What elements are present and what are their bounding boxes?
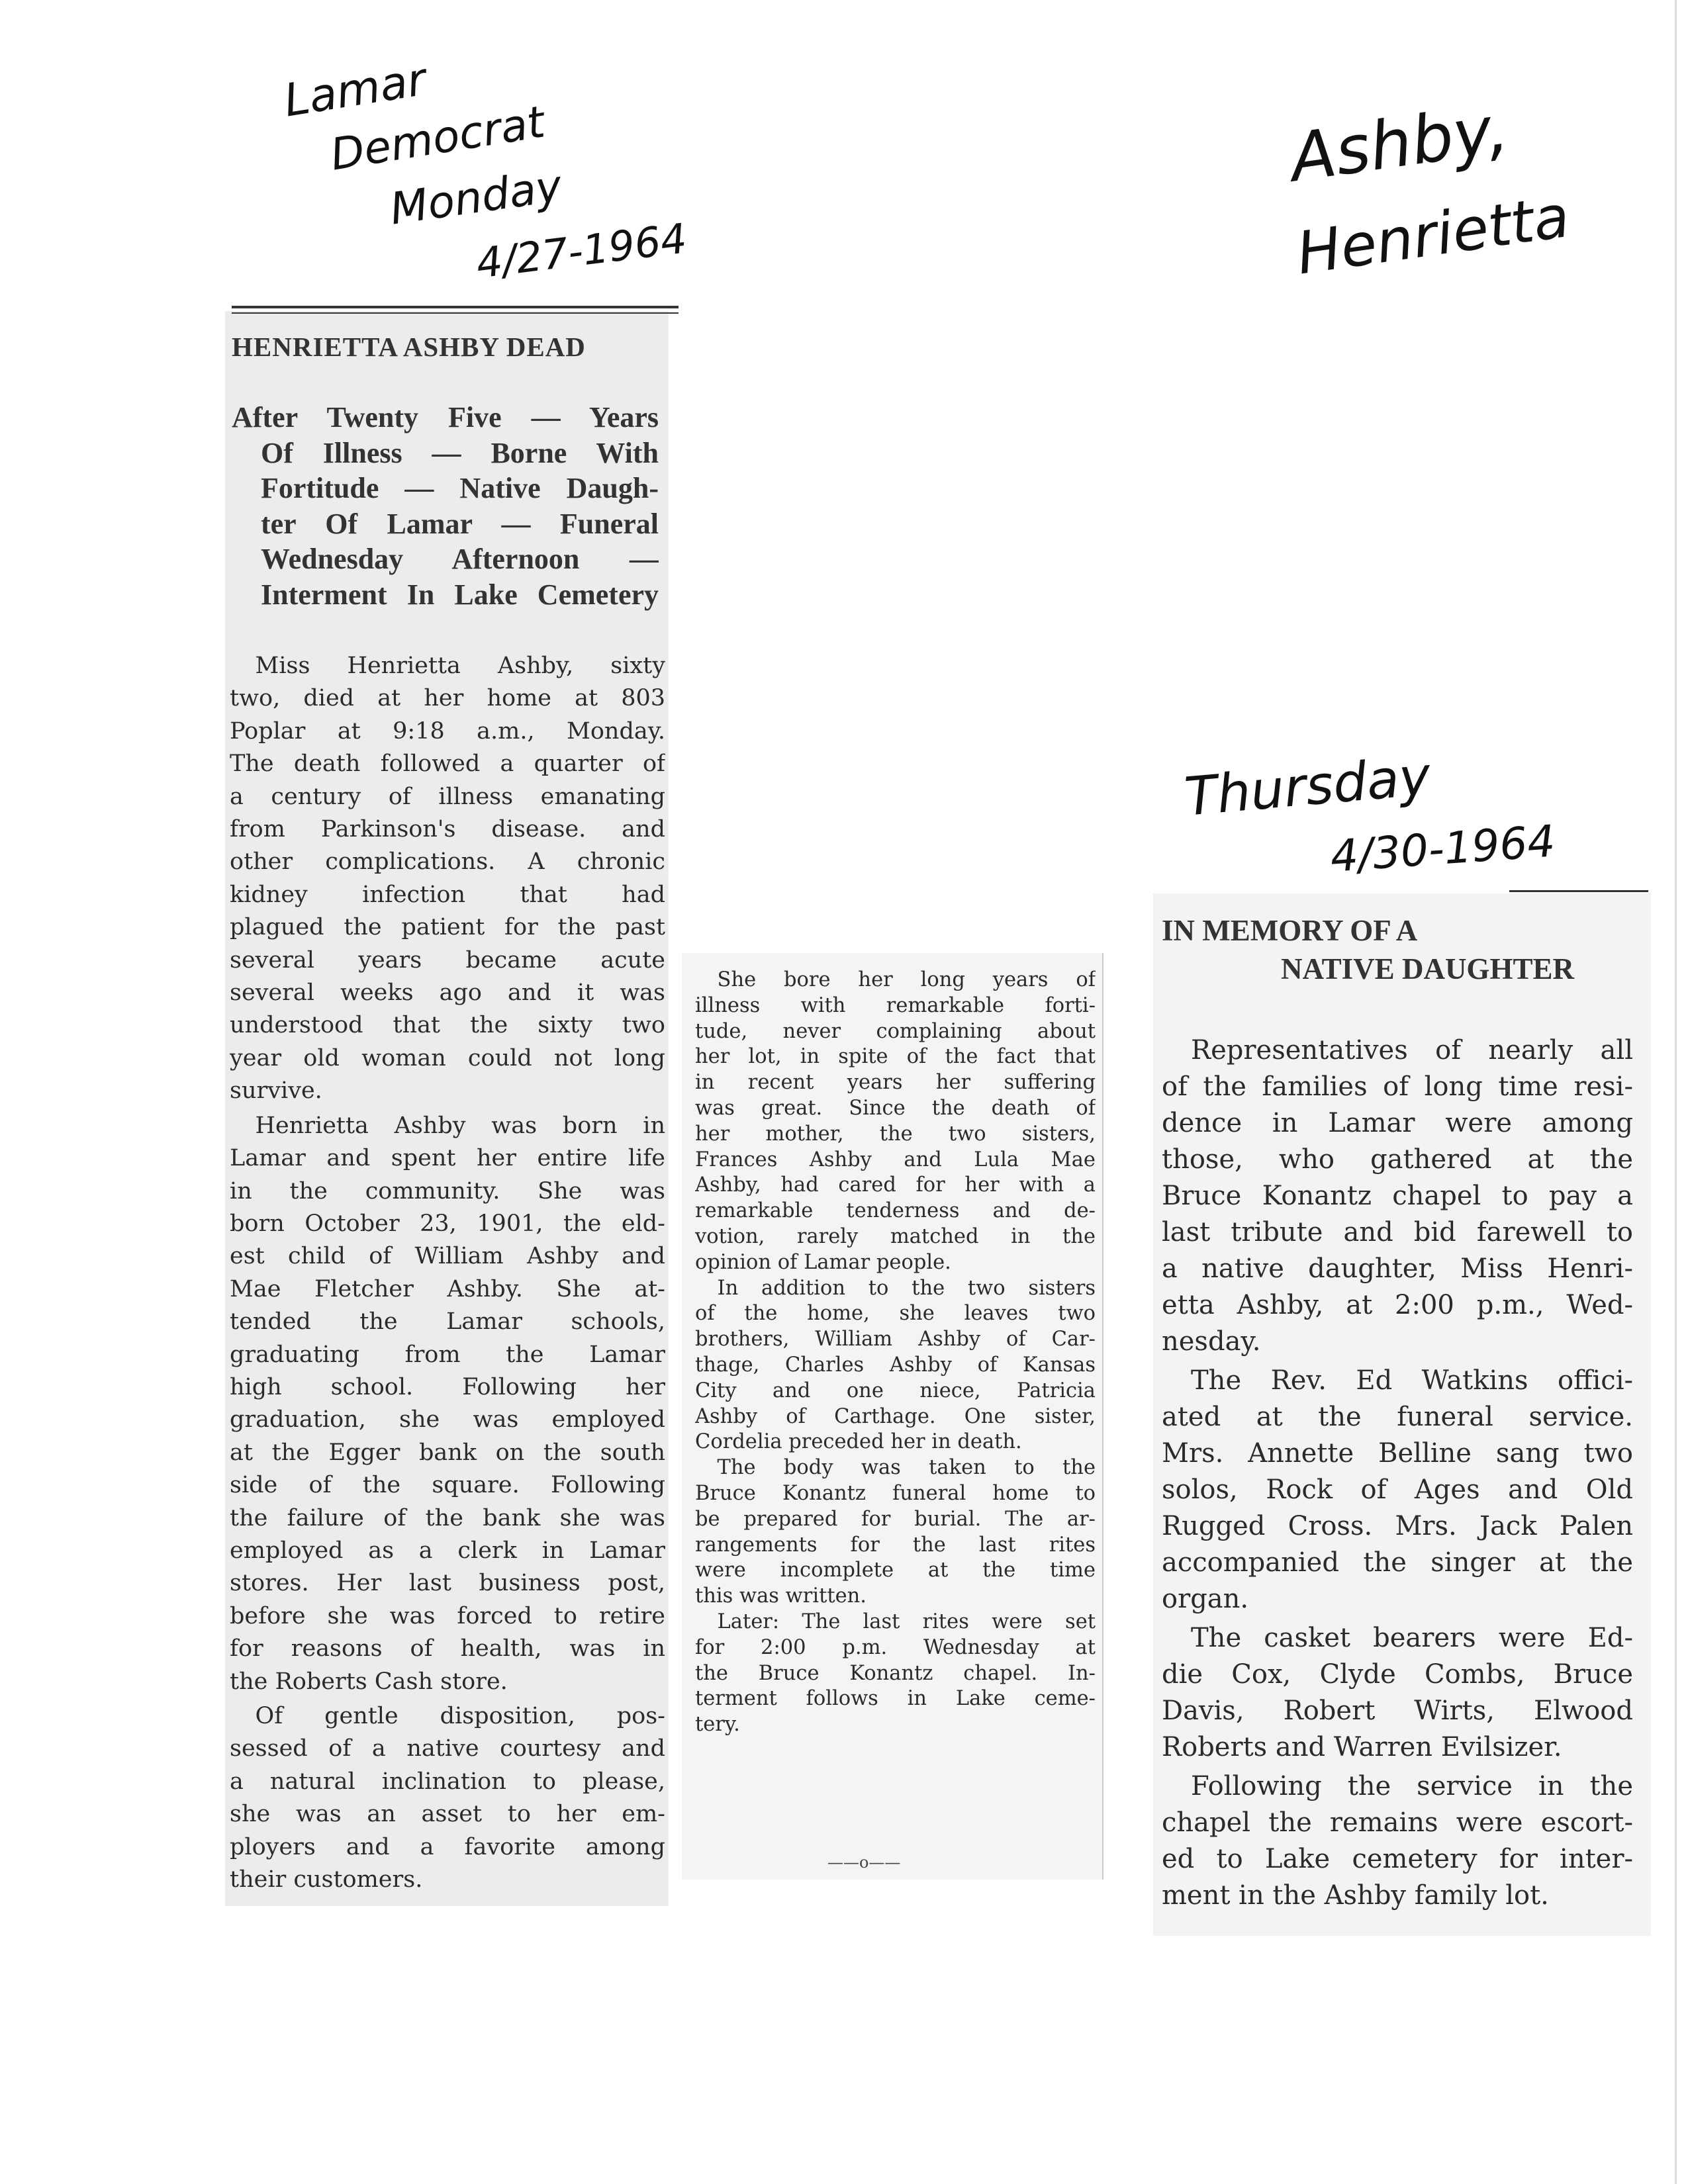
text-line: in the community. She was — [230, 1177, 665, 1205]
text-line: thage, Charles Ashby of Kansas — [695, 1353, 1096, 1377]
subheadline-line: ter Of Lamar — Funeral — [261, 507, 659, 540]
text-line: the Roberts Cash store. — [230, 1668, 508, 1695]
text-line: of the home, she leaves two — [695, 1302, 1096, 1326]
text-line: a native daughter, Miss Henri- — [1162, 1253, 1633, 1284]
text-line: est child of William Ashby and — [230, 1243, 665, 1270]
text-line: before she was forced to retire — [230, 1602, 665, 1629]
paragraph — [230, 1700, 665, 1896]
text-line: for 2:00 p.m. Wednesday at — [695, 1635, 1096, 1659]
headline: HENRIETTA ASHBY DEAD — [232, 332, 586, 362]
text-line: opinion of Lamar people. — [695, 1250, 951, 1274]
text-line: their customers. — [230, 1866, 423, 1893]
handwriting-line: Democrat — [326, 96, 548, 181]
text-line: several weeks ago and it was — [230, 979, 665, 1007]
text-line: chapel the remains were escort- — [1162, 1807, 1633, 1838]
text-line: Mrs. Annette Belline sang two — [1162, 1438, 1633, 1469]
text-line: terment follows in Lake ceme- — [695, 1687, 1096, 1711]
text-line: rangements for the last rites — [695, 1533, 1096, 1557]
text-line: stores. Her last business post, — [230, 1570, 665, 1597]
text-line: born October 23, 1901, the eld- — [230, 1210, 665, 1237]
paragraph — [695, 968, 1096, 1276]
paragraph — [230, 1110, 665, 1698]
text-line: Ashby, had cared for her with a — [695, 1173, 1096, 1197]
text-line: Bruce Konantz funeral home to — [695, 1481, 1096, 1505]
text-line: ed to Lake cemetery for inter- — [1162, 1844, 1633, 1874]
double-rule-bottom — [232, 312, 679, 314]
text-line: at the Egger bank on the south — [230, 1439, 665, 1466]
paragraph — [230, 650, 665, 1108]
page-right-edge — [1675, 0, 1677, 2184]
text-line: tery. — [695, 1713, 740, 1737]
paragraph — [695, 1455, 1096, 1610]
text-line: The death followed a quarter of — [230, 751, 665, 778]
headline-line: IN MEMORY OF A — [1162, 914, 1418, 947]
subheadline-line: Fortitude — Native Daugh- — [261, 472, 659, 504]
text-line: of the families of long time resi- — [1162, 1071, 1633, 1102]
text-line: graduation, she was employed — [230, 1406, 665, 1433]
text-line: Henrietta Ashby was born in — [255, 1112, 665, 1139]
text-line: nesday. — [1162, 1326, 1261, 1357]
text-line: sessed of a native courtesy and — [230, 1735, 665, 1762]
paragraph — [1162, 1620, 1633, 1766]
paragraph — [695, 1610, 1096, 1738]
rule-top — [1509, 890, 1648, 892]
article-body — [230, 650, 665, 1896]
text-line: The casket bearers were Ed- — [1191, 1623, 1633, 1653]
text-line: Of gentle disposition, pos- — [255, 1703, 665, 1729]
text-line: in recent years her suffering — [695, 1071, 1096, 1095]
subheadline-line: Interment In Lake Cemetery — [261, 578, 659, 611]
text-line: dence in Lamar were among — [1162, 1108, 1633, 1138]
text-line: Later: The last rites were set — [717, 1610, 1096, 1633]
text-line: Cordelia preceded her in death. — [695, 1430, 1022, 1454]
handwriting-line: Lamar — [280, 53, 430, 128]
text-line: solos, Rock of Ages and Old — [1162, 1475, 1633, 1505]
text-line: side of the square. Following — [230, 1472, 665, 1499]
text-line: ment in the Ashby family lot. — [1162, 1880, 1549, 1911]
text-line: last tribute and bid farewell to — [1162, 1217, 1633, 1248]
text-line: the failure of the bank she was — [230, 1504, 665, 1531]
text-line: The Rev. Ed Watkins offici- — [1191, 1365, 1633, 1396]
memorial-article-body — [1162, 1032, 1633, 1914]
text-line: graduating from the Lamar — [230, 1341, 665, 1368]
text-line: from Parkinson's disease. and — [230, 816, 665, 843]
subheadline-line: Wednesday Afternoon — — [261, 543, 659, 575]
text-line: this was written. — [695, 1584, 867, 1608]
text-line: accompanied the singer at the — [1162, 1547, 1633, 1578]
text-line: her mother, the two sisters, — [695, 1122, 1096, 1146]
double-rule-top — [232, 306, 679, 308]
text-line: survive. — [230, 1077, 322, 1105]
paragraph — [1162, 1363, 1633, 1617]
text-line: the Bruce Konantz chapel. In- — [695, 1661, 1096, 1685]
text-line: were incomplete at the time — [695, 1559, 1096, 1582]
text-line: kidney infection that had — [230, 881, 665, 908]
handwriting-line: 4/30-1964 — [1329, 815, 1557, 882]
text-line: Davis, Robert Wirts, Elwood — [1162, 1696, 1633, 1726]
text-line: City and one niece, Patricia — [695, 1379, 1096, 1402]
text-line: die Cox, Clyde Combs, Bruce — [1162, 1659, 1633, 1690]
handwriting-line: Monday — [387, 160, 565, 235]
text-line: Mae Fletcher Ashby. She at- — [230, 1275, 665, 1302]
article-continuation — [695, 968, 1096, 1738]
text-line: Representatives of nearly all — [1191, 1035, 1633, 1066]
paragraph — [1162, 1032, 1633, 1360]
handwriting-line: Ashby, — [1285, 89, 1513, 197]
paragraph — [695, 1276, 1096, 1456]
text-line: plagued the patient for the past — [230, 914, 665, 941]
text-line: those, who gathered at the — [1162, 1144, 1633, 1175]
text-line: Poplar at 9:18 a.m., Monday. — [230, 717, 665, 745]
text-line: She bore her long years of — [717, 968, 1096, 991]
subheadline-line: After Twenty Five — Years — [232, 401, 659, 433]
text-line: Miss Henrietta Ashby, sixty — [255, 653, 665, 679]
text-line: for reasons of health, was in — [230, 1635, 665, 1662]
text-line: ated at the funeral service. — [1162, 1402, 1633, 1432]
handwriting-line: Thursday — [1182, 745, 1433, 828]
text-line: a natural inclination to please, — [230, 1768, 665, 1795]
text-line: illness with remarkable forti- — [695, 993, 1096, 1017]
text-line: was great. Since the death of — [695, 1096, 1096, 1120]
subheadline-line: Of Illness — Borne With — [261, 436, 659, 469]
text-line: high school. Following her — [230, 1373, 665, 1400]
text-line: a century of illness emanating — [230, 783, 665, 810]
text-line: Roberts and Warren Evilsizer. — [1162, 1732, 1562, 1762]
headline-line: NATIVE DAUGHTER — [1281, 952, 1574, 985]
text-line: tude, never complaining about — [695, 1019, 1096, 1043]
text-line: organ. — [1162, 1584, 1249, 1614]
text-line: Ashby of Carthage. One sister, — [695, 1404, 1096, 1428]
text-line: brothers, William Ashby of Car- — [695, 1328, 1096, 1351]
text-line: tended the Lamar schools, — [230, 1308, 665, 1336]
text-line: Frances Ashby and Lula Mae — [695, 1148, 1096, 1171]
text-line: votion, rarely matched in the — [695, 1224, 1096, 1248]
text-line: remarkable tenderness and de- — [695, 1199, 1096, 1223]
text-line: she was an asset to her em- — [230, 1801, 665, 1828]
text-line: ployers and a favorite among — [230, 1833, 665, 1860]
text-line: In addition to the two sisters — [717, 1276, 1096, 1300]
text-line: several years became acute — [230, 946, 665, 974]
text-line: year old woman could not long — [230, 1044, 665, 1071]
handwriting-line: Henrietta — [1292, 181, 1573, 288]
end-mark: ——o—— — [827, 1853, 901, 1872]
text-line: The body was taken to the — [717, 1456, 1096, 1480]
text-line: Lamar and spent her entire life — [230, 1145, 665, 1172]
text-line: employed as a clerk in Lamar — [230, 1537, 665, 1564]
text-line: two, died at her home at 803 — [230, 685, 665, 712]
text-line: etta Ashby, at 2:00 p.m., Wed- — [1162, 1290, 1633, 1320]
text-line: her lot, in spite of the fact that — [695, 1045, 1096, 1069]
text-line: other complications. A chronic — [230, 848, 665, 876]
text-line: understood that the sixty two — [230, 1012, 665, 1039]
text-line: Bruce Konantz chapel to pay a — [1162, 1181, 1633, 1211]
text-line: be prepared for burial. The ar- — [695, 1507, 1096, 1531]
text-line: Rugged Cross. Mrs. Jack Palen — [1162, 1511, 1633, 1541]
subheadline — [232, 400, 659, 612]
text-line: Following the service in the — [1191, 1771, 1633, 1801]
paragraph — [1162, 1768, 1633, 1914]
handwriting-line: 4/27-1964 — [473, 214, 690, 288]
